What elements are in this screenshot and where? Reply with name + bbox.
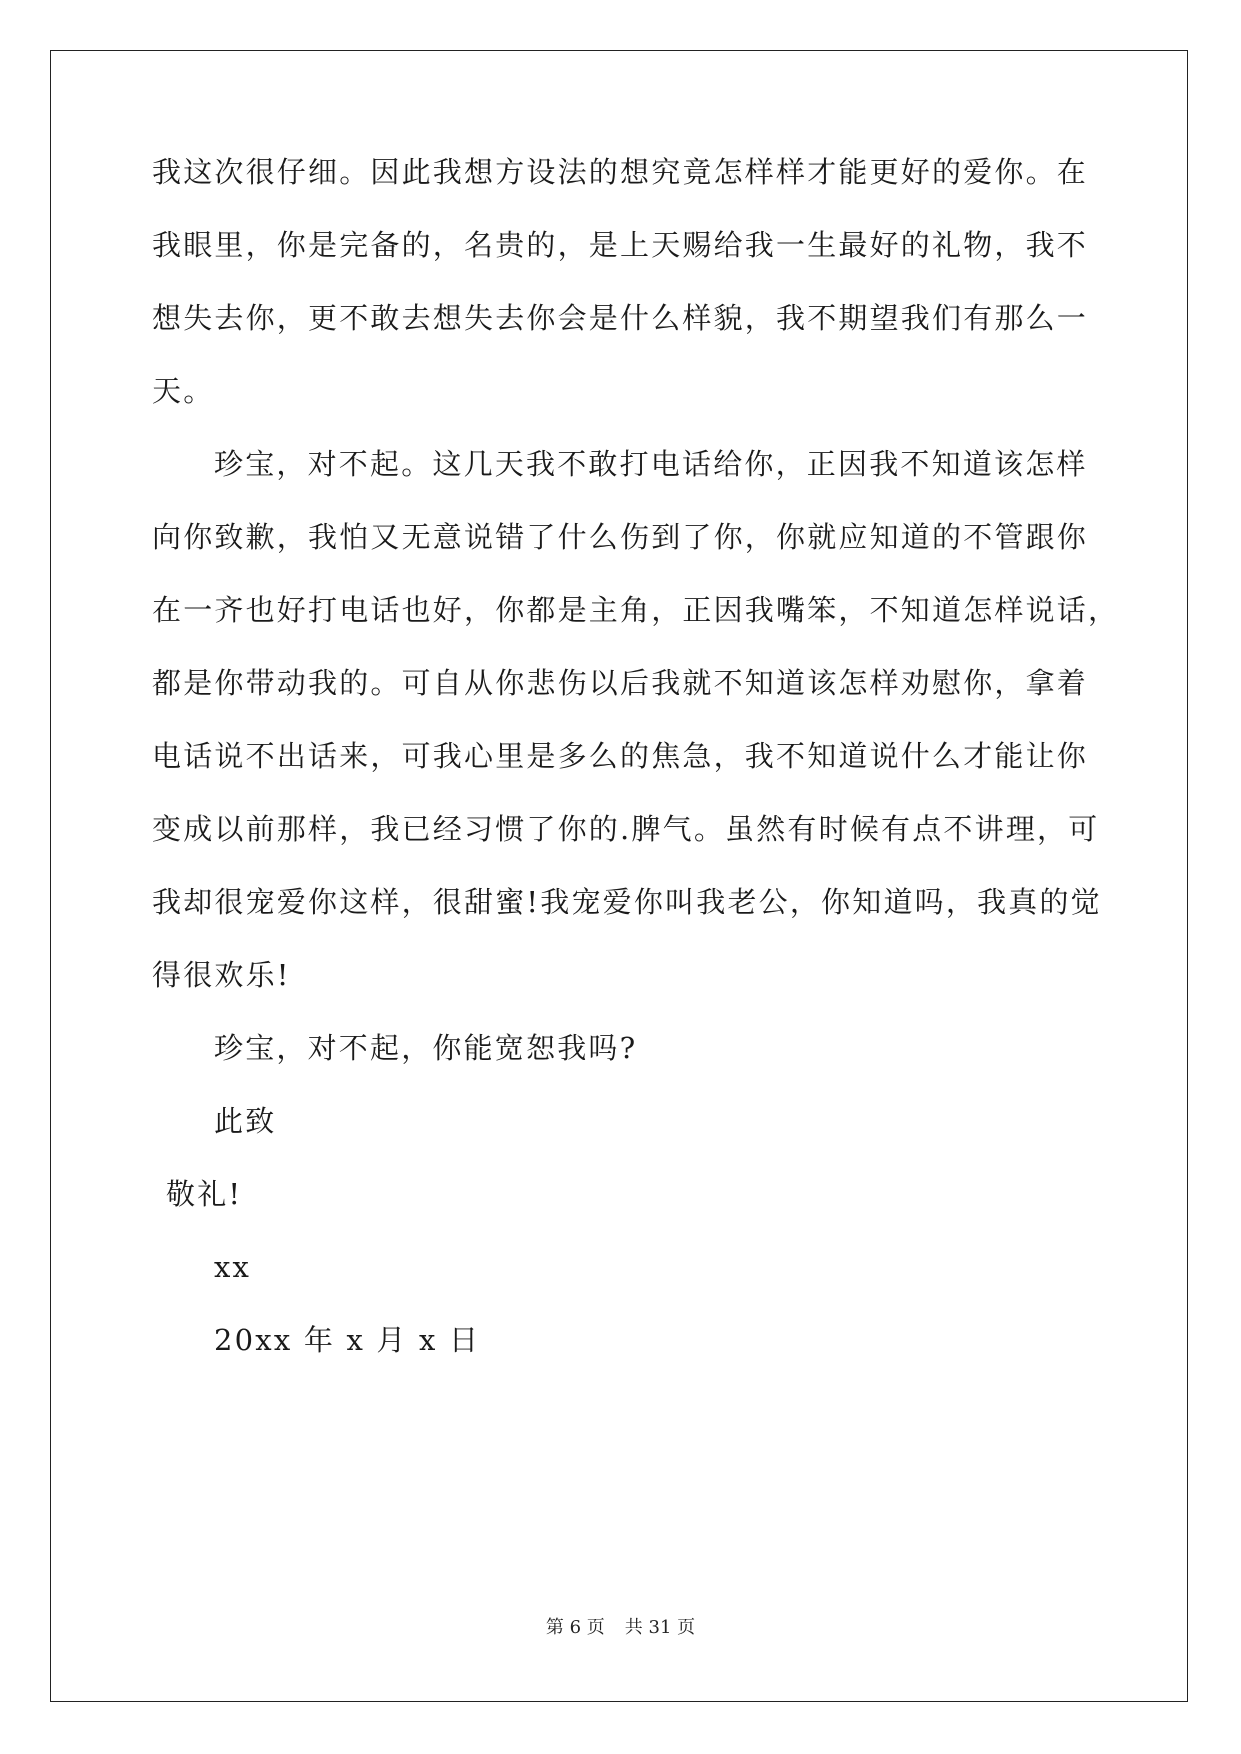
body-line: 电话说不出话来，可我心里是多么的焦急，我不知道说什么才能让你 xyxy=(152,739,1089,773)
paragraph-start-line: 珍宝，对不起。这几天我不敢打电话给你，正因我不知道该怎样 xyxy=(214,447,1088,481)
apology-line: 珍宝，对不起，你能宽恕我吗? xyxy=(214,1031,638,1065)
page-footer xyxy=(0,1616,1241,1640)
body-line: 我这次很仔细。因此我想方设法的想究竟怎样样才能更好的爱你。在 xyxy=(152,155,1089,189)
salutation-line: 敬礼! xyxy=(166,1177,243,1211)
body-line: 向你致歉，我怕又无意说错了什么伤到了你，你就应知道的不管跟你 xyxy=(152,520,1089,554)
date-line: 20xx 年 x 月 x 日 xyxy=(214,1323,481,1357)
body-line: 在一齐也好打电话也好，你都是主角，正因我嘴笨，不知道怎样说话， xyxy=(152,593,1120,627)
page-number-current: 第 6 页 xyxy=(545,1617,605,1638)
body-line: 得很欢乐! xyxy=(152,958,291,992)
body-line: 变成以前那样，我已经习惯了你的.脾气。虽然有时候有点不讲理，可 xyxy=(152,812,1100,846)
closing-line: 此致 xyxy=(214,1104,277,1138)
body-line: 天。 xyxy=(152,374,215,408)
page-number-total: 共 31 页 xyxy=(624,1617,696,1638)
body-line: 想失去你，更不敢去想失去你会是什么样貌，我不期望我们有那么一 xyxy=(152,301,1089,335)
body-line: 我却很宠爱你这样，很甜蜜!我宠爱你叫我老公，你知道吗，我真的觉 xyxy=(152,885,1102,919)
signature-line: xx xyxy=(214,1250,252,1284)
body-line: 我眼里，你是完备的，名贵的，是上天赐给我一生最好的礼物，我不 xyxy=(152,228,1089,262)
body-line: 都是你带动我的。可自从你悲伤以后我就不知道该怎样劝慰你，拿着 xyxy=(152,666,1089,700)
